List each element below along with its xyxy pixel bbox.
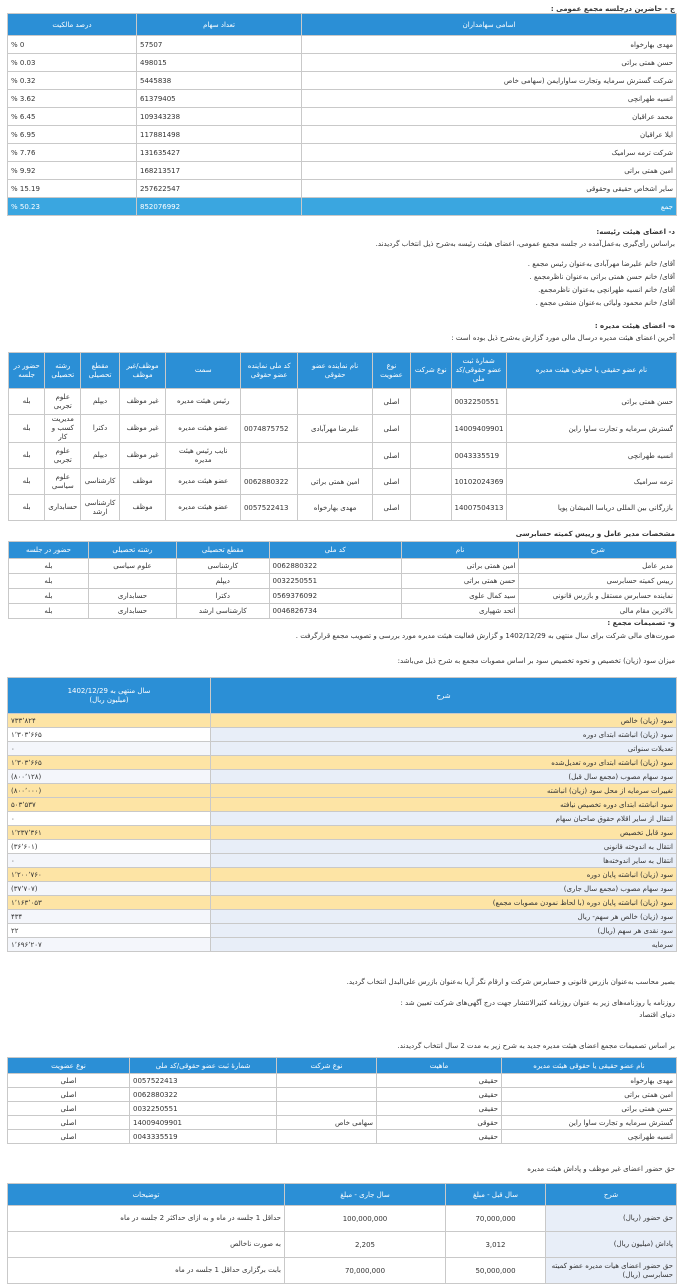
table-cell: امین همتی براتی	[302, 162, 677, 180]
presidium-item: آقای/ خانم محمود ولیائی به‌عنوان منشی مجمع .	[535, 299, 675, 307]
shareholder-row	[8, 54, 677, 72]
col-header: تعداد سهام	[137, 14, 302, 36]
table-cell: سید کمال علوی	[401, 589, 519, 604]
table-cell: اصلی	[372, 389, 410, 415]
table-cell: 50,000,000	[446, 1258, 546, 1284]
total-percent: % 50.23	[8, 198, 137, 216]
section-e-title: ه- اعضای هیئت مدیره :	[594, 322, 675, 330]
ceo-table-wrap	[8, 541, 677, 619]
table-cell: اصلی	[372, 495, 410, 521]
table-cell: 5445838	[137, 72, 302, 90]
table-cell: رییس کمیته حسابرسی	[519, 574, 677, 589]
table-cell: علیرضا مهرآبادی	[298, 415, 372, 443]
table-cell: علوم سیاسی	[45, 469, 81, 495]
table-cell: حقوقی	[377, 1116, 502, 1130]
table-cell: % 9.92	[8, 162, 137, 180]
table-cell: انتقال به اندوخته قانونی	[211, 840, 677, 854]
table-cell: محمد عراقیان	[302, 108, 677, 126]
table-cell: شرکت ترمه سرامیک	[302, 144, 677, 162]
audit-line2: روزنامه یا روزنامه‌های زیر به عنوان روزنامه کثیرالانتشار جهت درج آگهی‌های شرکت تعیین شد :	[400, 999, 675, 1007]
table-cell: ۰	[8, 854, 211, 868]
shareholder-row	[8, 180, 677, 198]
table-cell: کارشناسی ارشد	[81, 495, 119, 521]
ceo-table	[8, 541, 677, 619]
table-cell: سایر اشخاص حقیقی وحقوقی	[302, 180, 677, 198]
ceo-row	[9, 589, 677, 604]
profit-year-label: سال منتهی به 1402/12/29	[67, 686, 151, 695]
col-header: نوع شرکت	[277, 1058, 377, 1074]
table-cell: 0043335519	[130, 1130, 277, 1144]
table-cell: 0057522413	[240, 495, 297, 521]
audit-newspaper: دنیای اقتصاد	[639, 1011, 675, 1019]
table-cell: اصلی	[8, 1074, 130, 1088]
total-label: جمع	[302, 198, 677, 216]
col-header: مقطع تحصیلی	[81, 353, 119, 389]
table-cell: ۲۲	[8, 924, 211, 938]
col-header: نام عضو حقیقی یا حقوقی هیئت مدیره	[506, 353, 676, 389]
table-cell: 3,012	[446, 1232, 546, 1258]
table-cell: 0062880322	[130, 1088, 277, 1102]
table-cell: موظف	[119, 495, 166, 521]
table-cell: ۱٬۱۶۳٬۰۵۳	[8, 896, 211, 910]
table-cell: ۱٬۳۰۳٬۶۶۵	[8, 728, 211, 742]
table-cell: حق حضور (ریال)	[546, 1206, 677, 1232]
table-cell: 14009409901	[130, 1116, 277, 1130]
table-cell	[411, 443, 451, 469]
table-cell: عضو هیئت مدیره	[166, 495, 240, 521]
shareholder-row	[8, 108, 677, 126]
profit-row	[8, 854, 677, 868]
shareholder-row	[8, 72, 677, 90]
profit-row	[8, 924, 677, 938]
table-cell: 70,000,000	[285, 1258, 446, 1284]
table-cell: اصلی	[8, 1130, 130, 1144]
table-cell: بله	[9, 443, 45, 469]
col-header: نوع شرکت	[411, 353, 451, 389]
table-cell: عضو هیئت مدیره	[166, 469, 240, 495]
new-board-row	[8, 1102, 677, 1116]
table-cell	[88, 574, 176, 589]
table-cell: (۸۰۰٬۱۲۸)	[8, 770, 211, 784]
table-cell: سهامی خاص	[277, 1116, 377, 1130]
col-header: کد ملی	[269, 542, 401, 559]
new-board-table	[7, 1057, 677, 1144]
table-cell	[298, 389, 372, 415]
table-cell: دکترا	[177, 589, 269, 604]
table-cell: سود (زیان) خالص	[211, 714, 677, 728]
table-cell: (۸۰۰٬۰۰۰)	[8, 784, 211, 798]
table-cell: 14009409901	[451, 415, 506, 443]
table-cell: انتقال از سایر اقلام حقوق صاحبان سهام	[211, 812, 677, 826]
table-cell: بله	[9, 495, 45, 521]
table-cell: پاداش (میلیون ریال)	[546, 1232, 677, 1258]
col-header: سال قبل - مبلغ	[446, 1184, 546, 1206]
ceo-title: مشخصات مدیر عامل و رییس کمیته حسابرسی	[515, 530, 675, 538]
table-cell: اصلی	[372, 443, 410, 469]
col-header: توضیحات	[8, 1184, 285, 1206]
col-header: نوع عضویت	[372, 353, 410, 389]
table-cell: گسترش سرمایه و تجارت ساوا راین	[502, 1116, 677, 1130]
audit-line1: بصیر محاسب به‌عنوان بازرس قانونی و حسابرس شرکت و ارقام نگر آریا به‌عنوان بازرس علی‌البدل انتخاب گردید.	[346, 978, 675, 986]
table-cell: (۳۶٬۶۰۱)	[8, 840, 211, 854]
table-cell: مهدی بهارخواه	[502, 1074, 677, 1088]
table-cell: اصلی	[372, 469, 410, 495]
table-cell: تغییرات سرمایه از محل سود (زیان) انباشته	[211, 784, 677, 798]
table-cell: ۵۰۳٬۵۳۷	[8, 798, 211, 812]
table-cell	[411, 389, 451, 415]
col-header: سال جاری - مبلغ	[285, 1184, 446, 1206]
table-cell: (۳۷٬۷۰۷)	[8, 882, 211, 896]
table-cell	[277, 1102, 377, 1116]
table-cell: بله	[9, 604, 89, 619]
profit-row	[8, 826, 677, 840]
section-f-line2: میزان سود (زیان) تخصیص و نحوه تخصیص سود بر اساس مصوبات مجمع به شرح ذیل می‌باشد:	[397, 657, 675, 665]
profit-row	[8, 728, 677, 742]
table-cell: حقیقی	[377, 1088, 502, 1102]
table-cell: امین همتی براتی	[401, 559, 519, 574]
table-cell: سود سهام مصوب (مجمع سال قبل)	[211, 770, 677, 784]
table-cell: % 6.45	[8, 108, 137, 126]
table-cell: انسیه طهرانچی	[302, 90, 677, 108]
board-table	[8, 352, 677, 521]
table-cell: نایب رئیس هیئت مدیره	[166, 443, 240, 469]
table-cell: دیپلم	[81, 389, 119, 415]
presidium-item: آقای/ خانم علیرضا مهرآبادی به‌عنوان رئیس مجمع .	[527, 260, 675, 268]
fees-table-wrap	[8, 1183, 677, 1284]
table-cell: ۱٬۶۹۶٬۲۰۷	[8, 938, 211, 952]
shareholder-row	[8, 144, 677, 162]
table-cell: 0046826734	[269, 604, 401, 619]
table-cell	[277, 1130, 377, 1144]
table-cell: اتحد شهپاری	[401, 604, 519, 619]
table-cell: % 6.95	[8, 126, 137, 144]
section-f-line1: صورت‌های مالی شرکت برای سال منتهی به 1402/12/29 و گزارش فعالیت هیئت مدیره مورد بررسی و تصویب مجمع قرارگرفت .	[295, 632, 675, 640]
table-cell: حسن همتی براتی	[502, 1102, 677, 1116]
table-cell: بله	[9, 574, 89, 589]
table-cell: انتقال به سایر اندوخته‌ها	[211, 854, 677, 868]
col-header: رشته تحصیلی	[45, 353, 81, 389]
shareholder-row	[8, 126, 677, 144]
table-cell	[298, 443, 372, 469]
col-header: رشته تحصیلی	[88, 542, 176, 559]
profit-table	[7, 677, 677, 952]
ceo-row	[9, 559, 677, 574]
table-cell	[240, 443, 297, 469]
table-cell: بله	[9, 469, 45, 495]
table-cell: حداقل 1 جلسه در ماه و به ازای حداکثر 2 جلسه در ماه	[8, 1206, 285, 1232]
table-cell: مهدی بهارخواه	[302, 36, 677, 54]
section-d-intro: براساس رأی‌گیری به‌عمل‌آمده در جلسه مجمع عمومی، اعضای هیئت رئیسه به‌شرح ذیل انتخاب گردیدند.	[375, 240, 675, 248]
table-cell: اصلی	[8, 1102, 130, 1116]
new-board-table-wrap	[8, 1057, 677, 1144]
col-header: شرح	[519, 542, 677, 559]
profit-year-header	[8, 678, 211, 714]
table-cell: 10102024369	[451, 469, 506, 495]
table-cell: بازرگانی بین المللی دریاسا المیشان پویا	[506, 495, 676, 521]
table-cell: سود (زیان) انباشته پایان دوره	[211, 868, 677, 882]
table-cell: % 0.03	[8, 54, 137, 72]
table-cell: % 0.32	[8, 72, 137, 90]
shareholders-table-wrap	[8, 13, 677, 216]
table-cell: بله	[9, 589, 89, 604]
table-cell: 57507	[137, 36, 302, 54]
table-cell	[411, 469, 451, 495]
col-header: ماهیت	[377, 1058, 502, 1074]
profit-row	[8, 770, 677, 784]
table-cell: سود انباشته ابتدای دوره تخصیص نیافته	[211, 798, 677, 812]
profit-row	[8, 938, 677, 952]
col-header: شرح	[546, 1184, 677, 1206]
table-cell: 61379405	[137, 90, 302, 108]
table-cell: موظف	[119, 469, 166, 495]
table-cell: ایلا عراقیان	[302, 126, 677, 144]
table-cell: سود قابل تخصیص	[211, 826, 677, 840]
table-cell: کارشناسی	[177, 559, 269, 574]
table-cell: سود (زیان) خالص هر سهم- ریال	[211, 910, 677, 924]
section-f-title: و- تصمیمات مجمع :	[607, 619, 675, 627]
new-board-intro: بر اساس تصمیمات مجمع اعضای هیئت مدیره جدید به شرح زیر به مدت 2 سال انتخاب گردیدند.	[397, 1042, 675, 1050]
section-d-title: د- اعضای هیئت رئیسه:	[596, 228, 675, 236]
profit-row	[8, 714, 677, 728]
table-cell	[277, 1074, 377, 1088]
table-cell: % 15.19	[8, 180, 137, 198]
table-cell: 2,205	[285, 1232, 446, 1258]
table-cell: عضو هیئت مدیره	[166, 415, 240, 443]
table-cell: 70,000,000	[446, 1206, 546, 1232]
table-cell: به صورت ناخالص	[8, 1232, 285, 1258]
shareholder-row	[8, 162, 677, 180]
table-cell: حسن همتی براتی	[302, 54, 677, 72]
table-cell: سود (زیان) انباشته ابتدای دوره	[211, 728, 677, 742]
table-cell: اصلی	[8, 1116, 130, 1130]
table-cell: حقیقی	[377, 1102, 502, 1116]
table-cell: ترمه سرامیک	[506, 469, 676, 495]
table-cell: مهدی بهارخواه	[298, 495, 372, 521]
table-cell: سود (زیان) انباشته ابتدای دوره تعدیل‌شده	[211, 756, 677, 770]
board-row	[9, 495, 677, 521]
table-cell: % 3.62	[8, 90, 137, 108]
table-cell: ۷۳۳٬۸۲۴	[8, 714, 211, 728]
profit-desc-header: شرح	[211, 678, 677, 714]
col-header: نام	[401, 542, 519, 559]
presidium-item: آقای/ خانم انسیه طهرانچی به‌عنوان ناظرمجمع.	[538, 286, 675, 294]
table-cell: دیپلم	[81, 443, 119, 469]
col-header: حضور در جلسه	[9, 542, 89, 559]
table-cell: ۰	[8, 812, 211, 826]
profit-row	[8, 784, 677, 798]
table-cell: حقیقی	[377, 1074, 502, 1088]
profit-row	[8, 882, 677, 896]
table-cell: کارشناسی ارشد	[177, 604, 269, 619]
table-cell: علوم تجربی	[45, 389, 81, 415]
table-cell: بله	[9, 415, 45, 443]
table-cell: % 0	[8, 36, 137, 54]
table-cell: رئیس هیئت مدیره	[166, 389, 240, 415]
fees-row	[8, 1206, 677, 1232]
section-c-title: ج - حاضرین درجلسه مجمع عمومی :	[550, 5, 675, 13]
table-cell: 0074875752	[240, 415, 297, 443]
table-cell: % 7.76	[8, 144, 137, 162]
col-header: مقطع تحصیلی	[177, 542, 269, 559]
table-cell: 100,000,000	[285, 1206, 446, 1232]
table-cell: شرکت گسترش سرمایه وتجارت ساوارایمن (سهامی خاص	[302, 72, 677, 90]
table-cell: 168213517	[137, 162, 302, 180]
table-cell: امین همتی براتی	[298, 469, 372, 495]
fees-row	[8, 1232, 677, 1258]
table-cell: حسن همتی براتی	[506, 389, 676, 415]
table-cell: تعدیلات سنواتی	[211, 742, 677, 756]
table-cell: انسیه طهرانچی	[506, 443, 676, 469]
table-cell: 257622547	[137, 180, 302, 198]
table-cell: 0569376092	[269, 589, 401, 604]
table-cell: دکترا	[81, 415, 119, 443]
shareholder-row	[8, 90, 677, 108]
total-shares: 852076992	[137, 198, 302, 216]
table-cell: ۱٬۳۰۳٬۶۶۵	[8, 756, 211, 770]
table-cell: ۰	[8, 742, 211, 756]
profit-row	[8, 756, 677, 770]
col-header: درصد مالکیت	[8, 14, 137, 36]
table-cell: ۱٬۲۳۷٬۳۶۱	[8, 826, 211, 840]
table-cell: علوم سیاسی	[88, 559, 176, 574]
board-row	[9, 415, 677, 443]
col-header: کد ملی نماینده عضو حقوقی	[240, 353, 297, 389]
table-cell: حسن همتی براتی	[401, 574, 519, 589]
shareholder-row	[8, 36, 677, 54]
table-cell: 0062880322	[240, 469, 297, 495]
col-header: حضور در جلسه	[9, 353, 45, 389]
table-cell: ۴۳۴	[8, 910, 211, 924]
table-cell: بله	[9, 559, 89, 574]
table-cell: 0032250551	[130, 1102, 277, 1116]
fees-title: حق حضور اعضای غیر موظف و پاداش هیئت مدیره	[527, 1165, 675, 1173]
table-cell: سرمایه	[211, 938, 677, 952]
table-cell: نماینده حسابرس مستقل و بازرس قانونی	[519, 589, 677, 604]
table-cell: حسابداری	[88, 604, 176, 619]
table-cell: 0032250551	[451, 389, 506, 415]
section-e-intro: آخرین اعضای هیئت مدیره درسال مالی مورد گزارش به‌شرح ذیل بوده است :	[451, 334, 675, 342]
profit-unit-label: (میلیون ریال)	[89, 695, 129, 704]
new-board-row	[8, 1130, 677, 1144]
col-header: نوع عضویت	[8, 1058, 130, 1074]
table-cell: گسترش سرمایه و تجارت ساوا راین	[506, 415, 676, 443]
ceo-row	[9, 574, 677, 589]
table-cell: بابت برگزاری حداقل 1 جلسه در ماه	[8, 1258, 285, 1284]
table-cell: غیر موظف	[119, 389, 166, 415]
table-cell: غیر موظف	[119, 415, 166, 443]
table-cell: 14007504313	[451, 495, 506, 521]
board-row	[9, 443, 677, 469]
profit-row	[8, 742, 677, 756]
new-board-row	[8, 1088, 677, 1102]
profit-row	[8, 896, 677, 910]
table-cell: سود (زیان) انباشته پایان دوره (با لحاظ نمودن مصوبات مجمع)	[211, 896, 677, 910]
table-cell	[240, 389, 297, 415]
col-header: موظف/غیر موظف	[119, 353, 166, 389]
board-row	[9, 469, 677, 495]
profit-row	[8, 910, 677, 924]
table-cell	[411, 495, 451, 521]
table-cell: امین همتی براتی	[502, 1088, 677, 1102]
profit-row	[8, 840, 677, 854]
table-cell: 117881498	[137, 126, 302, 144]
profit-row	[8, 868, 677, 882]
table-cell: ۱٬۲۰۰٬۷۶۰	[8, 868, 211, 882]
board-row	[9, 389, 677, 415]
table-cell: سود سهام مصوب (مجمع سال جاری)	[211, 882, 677, 896]
profit-row	[8, 798, 677, 812]
new-board-row	[8, 1116, 677, 1130]
profit-row	[8, 812, 677, 826]
table-cell: دیپلم	[177, 574, 269, 589]
table-cell: انسیه طهرانچی	[502, 1130, 677, 1144]
table-cell: 131635427	[137, 144, 302, 162]
table-cell: حسابداری	[45, 495, 81, 521]
table-cell: 0062880322	[269, 559, 401, 574]
table-cell: اصلی	[372, 415, 410, 443]
table-cell: بله	[9, 389, 45, 415]
table-cell: 0057522413	[130, 1074, 277, 1088]
table-cell: 0032250551	[269, 574, 401, 589]
table-cell: کارشناسی	[81, 469, 119, 495]
table-cell: 109343238	[137, 108, 302, 126]
table-cell: سود نقدی هر سهم (ریال)	[211, 924, 677, 938]
board-table-wrap	[8, 352, 677, 521]
presidium-item: آقای/ خانم حسن همتی براتی به‌عنوان ناظرمجمع .	[529, 273, 675, 281]
profit-table-wrap	[8, 677, 677, 952]
shareholders-table	[7, 13, 677, 216]
table-cell: حسابداری	[88, 589, 176, 604]
table-cell: حق حضور اعضای هیات مدیره عضو کمیته حسابرسی (ریال)	[546, 1258, 677, 1284]
table-cell: مدیریت کسب و کار	[45, 415, 81, 443]
fees-table	[7, 1183, 677, 1284]
col-header: سمت	[166, 353, 240, 389]
table-cell: 498015	[137, 54, 302, 72]
table-cell: علوم تجربی	[45, 443, 81, 469]
table-cell: اصلی	[8, 1088, 130, 1102]
col-header: نام عضو حقیقی یا حقوقی هیئت مدیره	[502, 1058, 677, 1074]
new-board-row	[8, 1074, 677, 1088]
col-header: شمارهٔ ثبت عضو حقوقی/کد ملی	[451, 353, 506, 389]
table-cell: حقیقی	[377, 1130, 502, 1144]
table-cell: 0043335519	[451, 443, 506, 469]
col-header: اسامی سهامداران	[302, 14, 677, 36]
table-cell: غیر موظف	[119, 443, 166, 469]
col-header: شمارهٔ ثبت عضو حقوقی/کد ملی	[130, 1058, 277, 1074]
table-cell	[411, 415, 451, 443]
table-cell	[277, 1088, 377, 1102]
col-header: نام نماینده عضو حقوقی	[298, 353, 372, 389]
table-cell: بالاترین مقام مالی	[519, 604, 677, 619]
table-cell: مدیر عامل	[519, 559, 677, 574]
